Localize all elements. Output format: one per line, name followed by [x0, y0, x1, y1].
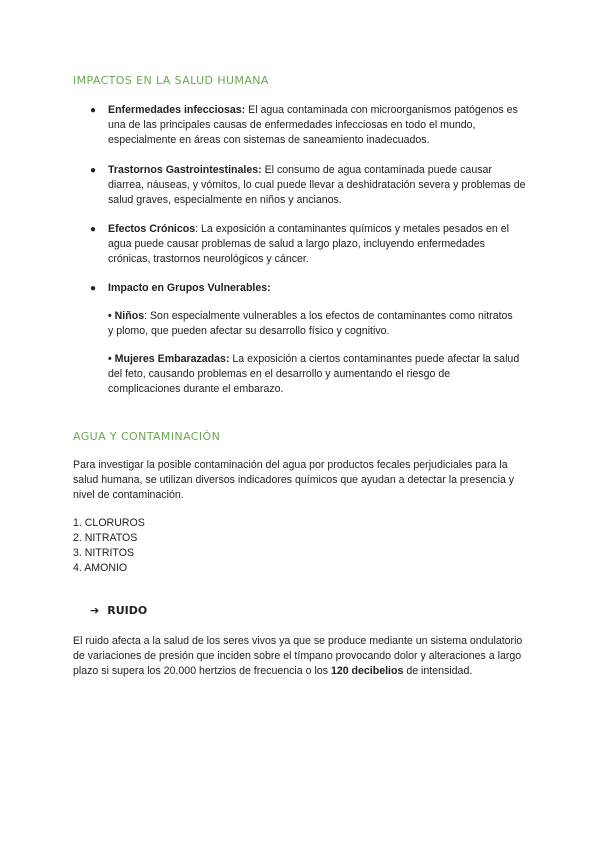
bullet-term: Impacto en Grupos Vulnerables: — [108, 282, 271, 294]
ruido-emphasis: 120 decibelios — [330, 665, 404, 677]
ruido-text: El ruido afecta a la salud de los seres vivos ya que se produce mediante un sistema ondulatorio de variaciones de presión que inciden sobre el tímpano provocando dolor y alteraciones a largo plazo si supera los 20.000 hertzios de frecuencia o los — [73, 635, 523, 677]
sub-item-ninos — [108, 309, 520, 339]
bullet-desc: El agua contaminada con microorganismos patógenos es una de las principales causas de enfermedades infecciosas en todo el mundo, especialmente en áreas con sistemas de saneamiento inadecuados. — [108, 104, 518, 146]
bullet-term: Trastornos Gastrointestinales: — [108, 164, 262, 176]
bullet-desc: : La exposición a contaminantes químicos y metales pesados en el agua puede causar problemas de salud a largo plazo, incluyendo enfermedades crónicas, trastornos neurológicos y cáncer. — [108, 223, 509, 265]
section-heading-ruido-label: RUIDO — [107, 604, 148, 617]
sub-item-term: • Niños — [108, 310, 145, 322]
sub-item-term: • Mujeres Embarazadas: — [108, 353, 230, 365]
bullet-item — [90, 222, 530, 267]
arrow-icon: ➔ — [90, 604, 100, 617]
bullet-item — [90, 103, 530, 148]
list-item: 3. NITRITOS — [73, 547, 135, 559]
numbered-list — [73, 516, 145, 576]
sub-item-embarazadas — [108, 352, 520, 397]
sub-item-desc: : Son especialmente vulnerables a los efectos de contaminantes como nitratos y plomo, que pueden afectar su desarrollo físico y cognitivo. — [108, 310, 513, 337]
sub-item-desc: La exposición a ciertos contaminantes puede afectar la salud del feto, causando problemas en el desarrollo y aumentando el riesgo de complicaciones durante el embarazo. — [108, 353, 520, 395]
ruido-text-end: de intensidad. — [403, 665, 473, 677]
bullet-desc: El consumo de agua contaminada puede causar diarrea, náuseas, y vómitos, lo cual puede llevar a deshidratación severa y problemas de salud graves, especialmente en niños y ancianos. — [108, 164, 526, 206]
section-heading-impactos: IMPACTOS EN LA SALUD HUMANA — [73, 74, 269, 87]
bullet-icon: ● — [90, 224, 97, 235]
list-item: 1. CLORUROS — [73, 517, 145, 529]
bullet-item — [90, 281, 530, 296]
section-heading-agua: AGUA Y CONTAMINACIÓN — [73, 430, 221, 443]
bullet-term: Enfermedades infecciosas: — [108, 104, 246, 116]
bullet-term: Efectos Crónicos — [108, 223, 196, 235]
bullet-icon: ● — [90, 105, 97, 116]
ruido-paragraph — [73, 634, 533, 679]
list-item: 4. AMONIO — [73, 562, 128, 574]
bullet-icon: ● — [90, 283, 97, 294]
section-heading-ruido — [90, 604, 147, 617]
bullet-item — [90, 163, 530, 208]
intro-paragraph: Para investigar la posible contaminación del agua por productos fecales perjudiciales para la salud humana, se utilizan diversos indicadores químicos que ayudan a detectar la presencia y nivel de contaminación. — [73, 459, 515, 501]
list-item: 2. NITRATOS — [73, 532, 138, 544]
bullet-icon: ● — [90, 165, 97, 176]
